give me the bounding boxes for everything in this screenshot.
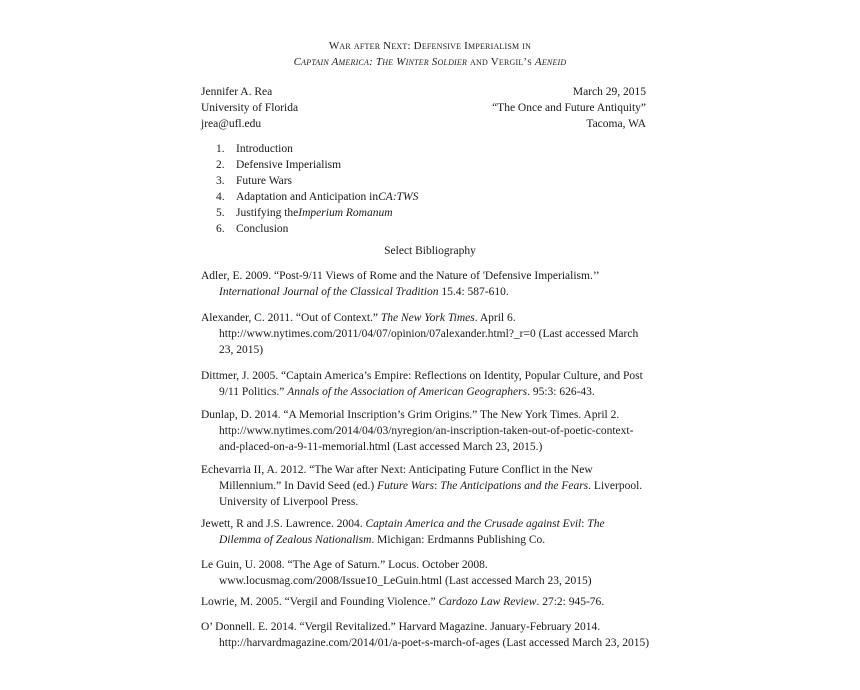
title-part-and: and Vergil’s	[467, 56, 535, 68]
bibliography-text: Annals of the Association of American Geographers	[287, 386, 528, 398]
bibliography-line	[201, 268, 661, 284]
bibliography-line	[201, 326, 661, 342]
document-title-line-1	[0, 40, 860, 52]
bibliography-text: O’ Donnell. E. 2014. “Vergil Revitalized.” Harvard Magazine. January-February 2014.	[201, 621, 601, 633]
bibliography-entry	[201, 516, 661, 548]
bibliography-text: :	[581, 518, 588, 530]
bibliography-text: Future Wars	[377, 480, 435, 492]
bibliography-line	[201, 439, 661, 455]
bibliography-entry	[201, 368, 661, 400]
bibliography-entry	[201, 462, 661, 510]
bibliography-text: . 95:3: 626-43.	[527, 386, 595, 398]
title-text: War after Next: Defensive Imperialism in	[328, 40, 532, 52]
bibliography-entry	[201, 557, 661, 589]
bibliography-text: Cardozo Law Review	[438, 596, 537, 608]
bibliography-entry	[201, 619, 661, 651]
bibliography-line	[201, 368, 661, 384]
bibliography-text: The Anticipations and the Fears	[440, 480, 589, 492]
bibliography-text: 23, 2015)	[219, 344, 264, 356]
bibliography-text: The New York Times	[380, 312, 475, 324]
bibliography-line	[201, 423, 661, 439]
bibliography-text: Dittmer, J. 2005. “Captain America’s Empire: Reflections on Identity, Popular Culture, and Post	[201, 370, 643, 382]
outline-item: 1. Introduction	[216, 143, 293, 155]
bibliography-text: University of Liverpool Press.	[219, 496, 359, 508]
title-part-aeneid: Aeneid	[534, 56, 567, 68]
bibliography-line	[201, 557, 661, 573]
bibliography-text: Echevarria II, A. 2012. “The War after Next: Anticipating Future Conflict in the New	[201, 464, 593, 476]
bibliography-text: Jewett, R and J.S. Lawrence. 2004.	[201, 518, 366, 530]
bibliography-text: 15.4: 587-610.	[438, 286, 509, 298]
outline-item: 6. Conclusion	[216, 223, 289, 235]
bibliography-text: Adler, E. 2009. “Post-9/11 Views of Rome and the Nature of 'Defensive Imperialism.’’	[201, 270, 600, 282]
outline-item: 3. Future Wars	[216, 175, 293, 187]
bibliography-text: http://www.nytimes.com/2014/04/03/nyregion/an-inscription-taken-out-of-poetic-context-	[219, 425, 634, 437]
bibliography-line	[201, 384, 661, 400]
author-email: jrea@ufl.edu	[201, 118, 262, 130]
bibliography-heading: Select Bibliography	[384, 245, 476, 257]
bibliography-line	[201, 407, 661, 423]
bibliography-text: Dunlap, D. 2014. “A Memorial Inscription’s Grim Origins.” The New York Times. April 2.	[201, 409, 620, 421]
bibliography-line	[201, 619, 661, 635]
bibliography-line	[201, 532, 661, 548]
bibliography-text: The	[587, 518, 605, 530]
document-title-line-2	[0, 56, 860, 68]
bibliography-text: Captain America and the Crusade against Evil	[365, 518, 582, 530]
bibliography-text: International Journal of the Classical Tradition	[219, 286, 439, 298]
bibliography-line	[201, 284, 661, 300]
bibliography-text: Alexander, C. 2011. “Out of Context.”	[201, 312, 381, 324]
bibliography-line	[201, 462, 661, 478]
bibliography-line	[201, 478, 661, 494]
author-affiliation: University of Florida	[201, 102, 299, 114]
bibliography-text: 9/11 Politics.”	[219, 386, 288, 398]
bibliography-entry	[201, 310, 661, 358]
bibliography-line	[201, 516, 661, 532]
bibliography-text: :	[434, 480, 441, 492]
title-part-subtitle: The Winter Soldier	[375, 56, 468, 68]
bibliography-text: Le Guin, U. 2008. “The Age of Saturn.” Locus. October 2008.	[201, 559, 488, 571]
bibliography-line	[201, 594, 661, 610]
title-part-sep: :	[369, 56, 376, 68]
bibliography-text: Dilemma of Zealous Nationalism	[219, 534, 372, 546]
event-location: Tacoma, WA	[586, 118, 646, 130]
bibliography-line	[201, 494, 661, 510]
bibliography-text: Millennium.” In David Seed (ed.)	[219, 480, 378, 492]
bibliography-line	[201, 573, 661, 589]
bibliography-text: http://harvardmagazine.com/2014/01/a-poet-s-march-of-ages (Last accessed March 23, 2015)	[219, 637, 650, 649]
bibliography-text: and-placed-on-a-9-11-memorial.html (Last accessed March 23, 2015.)	[219, 441, 543, 453]
bibliography-text: . 27:2: 945-76.	[536, 596, 605, 608]
title-part-film: Captain America	[293, 56, 370, 68]
bibliography-text: Lowrie, M. 2005. “Vergil and Founding Violence.”	[201, 596, 439, 608]
bibliography-text: . Michigan: Erdmanns Publishing Co.	[371, 534, 546, 546]
outline-item: 2. Defensive Imperialism	[216, 159, 342, 171]
talk-outline	[216, 141, 418, 237]
bibliography-text: www.locusmag.com/2008/Issue10_LeGuin.html (Last accessed March 23, 2015)	[219, 575, 592, 587]
bibliography-entry	[201, 594, 661, 610]
author-name: Jennifer A. Rea	[201, 86, 273, 98]
bibliography-text: http://www.nytimes.com/2011/04/07/opinion/07alexander.html?_r=0 (Last accessed March	[219, 328, 639, 340]
bibliography-line	[201, 342, 661, 358]
outline-item: 4. Adaptation and Anticipation in CA:TWS	[216, 191, 419, 203]
bibliography-line	[201, 310, 661, 326]
bibliography-text: . April 6.	[474, 312, 516, 324]
event-date: March 29, 2015	[572, 86, 646, 98]
outline-item: 5. Justifying the Imperium Romanum	[216, 207, 393, 219]
bibliography-text: . Liverpool.	[588, 480, 643, 492]
bibliography-entry	[201, 268, 661, 300]
bibliography-entry	[201, 407, 661, 455]
bibliography-line	[201, 635, 661, 651]
event-conference: “The Once and Future Antiquity”	[492, 102, 646, 114]
